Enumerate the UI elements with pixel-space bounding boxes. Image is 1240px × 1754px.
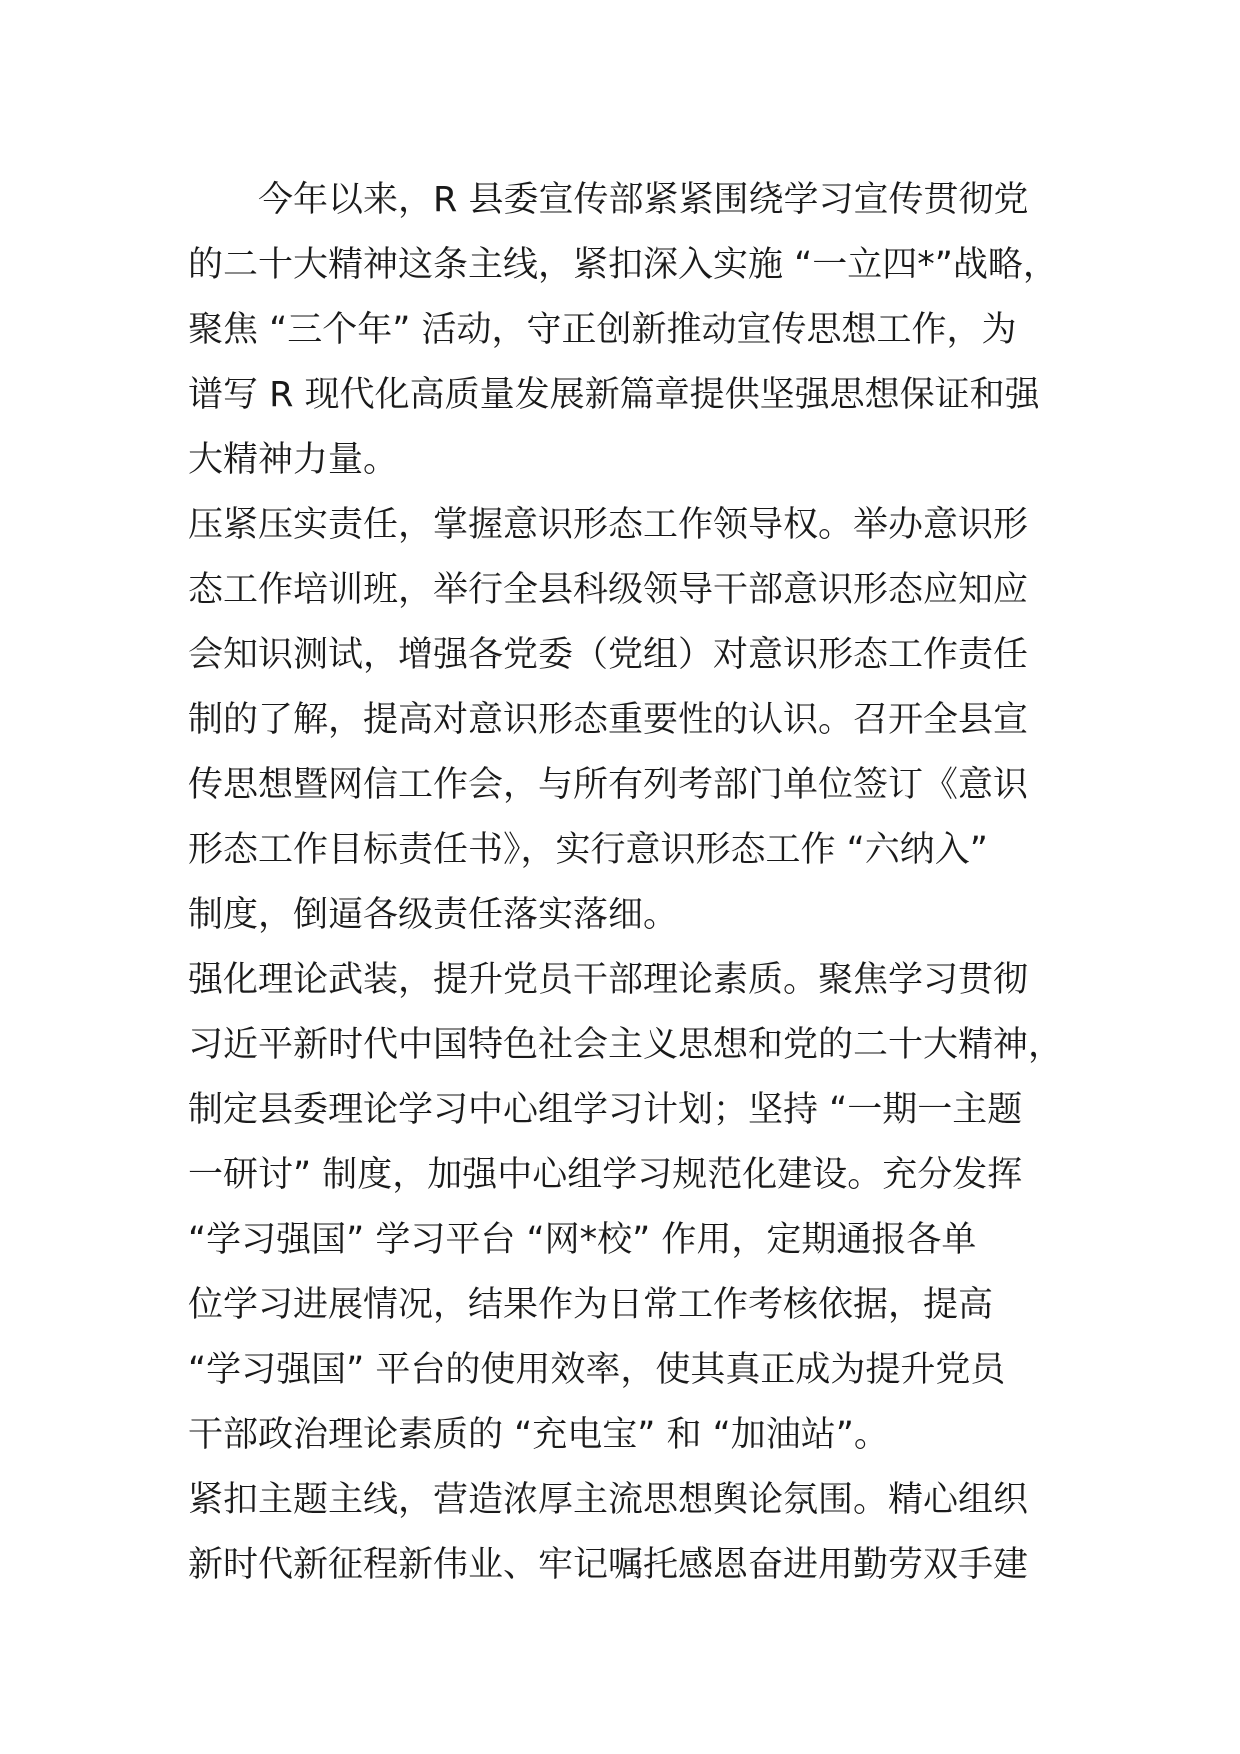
section-heading-line: 强化理论武装，提升党员干部理论素质。聚焦学习贯彻 [188,960,1029,1000]
paragraph-line: 的二十大精神这条主线，紧扣深入实施 “一立四*”战略， [188,245,1058,285]
paragraph-line: 习近平新时代中国特色社会主义思想和党的二十大精神， [188,1025,1064,1065]
document-body [188,168,1088,1598]
paragraph-line: 谱写 R 现代化高质量发展新篇章提供坚强思想保证和强 [188,375,1040,415]
paragraph-line: 态工作培训班，举行全县科级领导干部意识形态应知应 [188,570,1029,610]
paragraph-line: 制度，倒逼各级责任落实落细。 [188,895,679,935]
paragraph-line: “学习强国” 学习平台 “网*校” 作用，定期通报各单 [188,1220,977,1260]
section-heading-line: 压紧压实责任，掌握意识形态工作领导权。举办意识形 [188,505,1029,545]
paragraph-line: 干部政治理论素质的 “充电宝” 和 “加油站”。 [188,1415,889,1455]
paragraph-line: 聚焦 “三个年” 活动，守正创新推动宣传思想工作，为 [188,310,1017,350]
paragraph-line: 制的了解，提高对意识形态重要性的认识。召开全县宣 [188,700,1029,740]
paragraph-line: 会知识测试，增强各党委（党组）对意识形态工作责任 [188,635,1029,675]
paragraph-line: 制定县委理论学习中心组学习计划；坚持 “一期一主题 [188,1090,1023,1130]
paragraph-line: “学习强国” 平台的使用效率，使其真正成为提升党员 [188,1350,1006,1390]
paragraph-line: 形态工作目标责任书》，实行意识形态工作 “六纳入” [188,830,988,870]
section-heading-line: 紧扣主题主线，营造浓厚主流思想舆论氛围。精心组织 [188,1480,1029,1520]
paragraph-line: 位学习进展情况，结果作为日常工作考核依据，提高 [188,1285,994,1325]
paragraph-line: 传思想暨网信工作会，与所有列考部门单位签订《意识 [188,765,1029,805]
paragraph-line: 一研讨” 制度，加强中心组学习规范化建设。充分发挥 [188,1155,1023,1195]
paragraph-line: 新时代新征程新伟业、牢记嘱托感恩奋进用勤劳双手建 [188,1545,1029,1585]
paragraph-line: 今年以来，R 县委宣传部紧紧围绕学习宣传贯彻党 [258,180,1029,220]
paragraph-line: 大精神力量。 [188,440,399,480]
